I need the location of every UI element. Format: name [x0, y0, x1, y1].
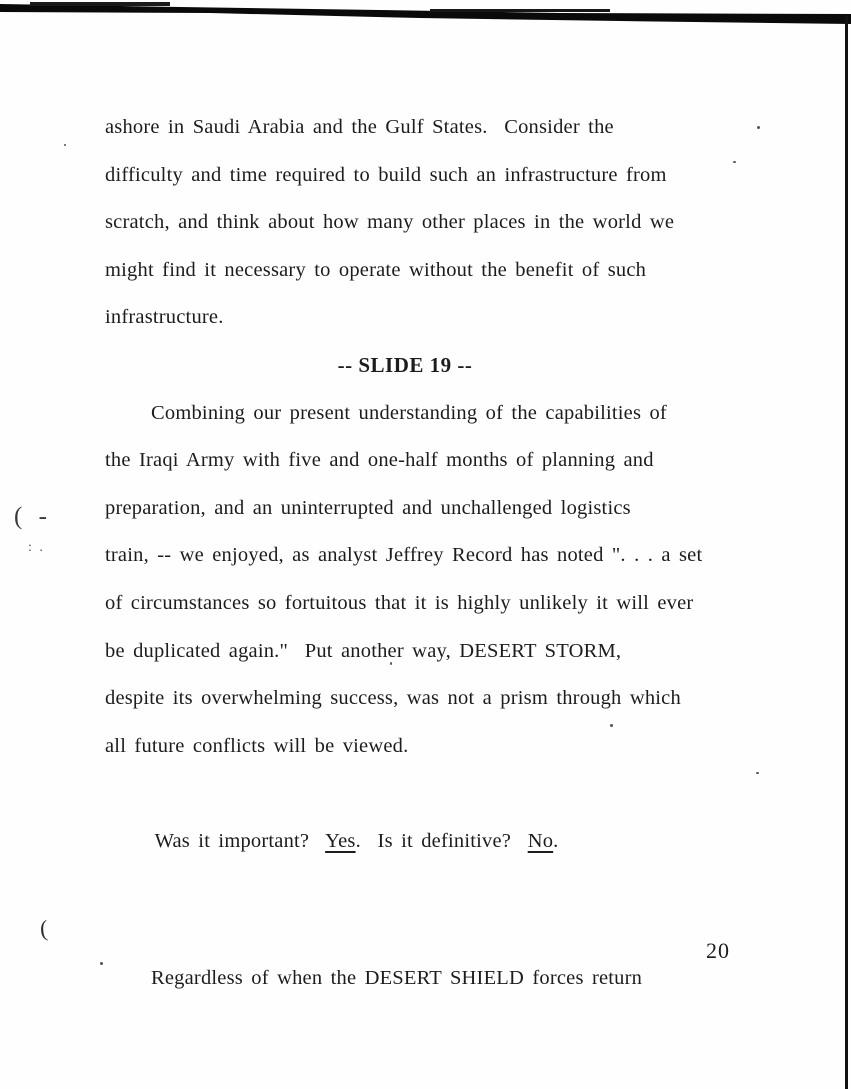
body-line: despite its overwhelming success, was not a prism through which [105, 687, 681, 710]
margin-pen-mark: ( [39, 915, 49, 942]
body-line: all future conflicts will be viewed. [105, 734, 409, 757]
answer-yes-underlined: Yes [325, 829, 356, 852]
answer-no-underlined: No [527, 829, 554, 852]
body-line: train, -- we enjoyed, as analyst Jeffrey Record has noted ". . . a set [105, 544, 703, 567]
body-line: Combining our present understanding of the capabilities of [151, 401, 667, 424]
body-line: scratch, and think about how many other places in the world we [105, 211, 675, 234]
body-line: preparation, and an uninterrupted and unchallenged logistics [105, 496, 631, 519]
question-definitive: Is it definitive? [377, 829, 528, 852]
scan-speck [756, 772, 759, 774]
punctuation: . [355, 829, 378, 852]
question-important: Was it important? [154, 829, 326, 852]
body-line: be duplicated again." Put another way, DESERT STORM, [105, 639, 622, 662]
body-line: infrastructure. [105, 306, 224, 329]
page-number: 20 [706, 938, 730, 963]
question-answer-line [105, 770, 739, 913]
scan-edge-top-bar [0, 0, 851, 30]
margin-pen-dots: : . [28, 540, 45, 555]
paragraph-desert-storm [105, 390, 739, 771]
closing-line: Regardless of when the DESERT SHIELD forces return [151, 967, 643, 990]
scan-speck [757, 126, 760, 129]
paragraph-infrastructure [105, 104, 739, 342]
scan-speck [64, 144, 66, 146]
body-line: difficulty and time required to build such an infrastructure from [105, 163, 667, 186]
margin-pen-mark: ( - [14, 503, 52, 530]
scan-speck [100, 962, 103, 965]
document-text-block [105, 104, 739, 1003]
slide-19-heading: -- SLIDE 19 -- [337, 352, 473, 377]
punctuation: . [553, 829, 559, 852]
body-line: might find it necessary to operate without the benefit of such [105, 258, 647, 281]
body-line: the Iraqi Army with five and one-half months of planning and [105, 449, 654, 472]
scan-edge-right-line [845, 16, 848, 1089]
body-line: of circumstances so fortuitous that it is highly unlikely it will ever [105, 591, 694, 614]
body-line: ashore in Saudi Arabia and the Gulf States. Consider the [105, 116, 614, 138]
